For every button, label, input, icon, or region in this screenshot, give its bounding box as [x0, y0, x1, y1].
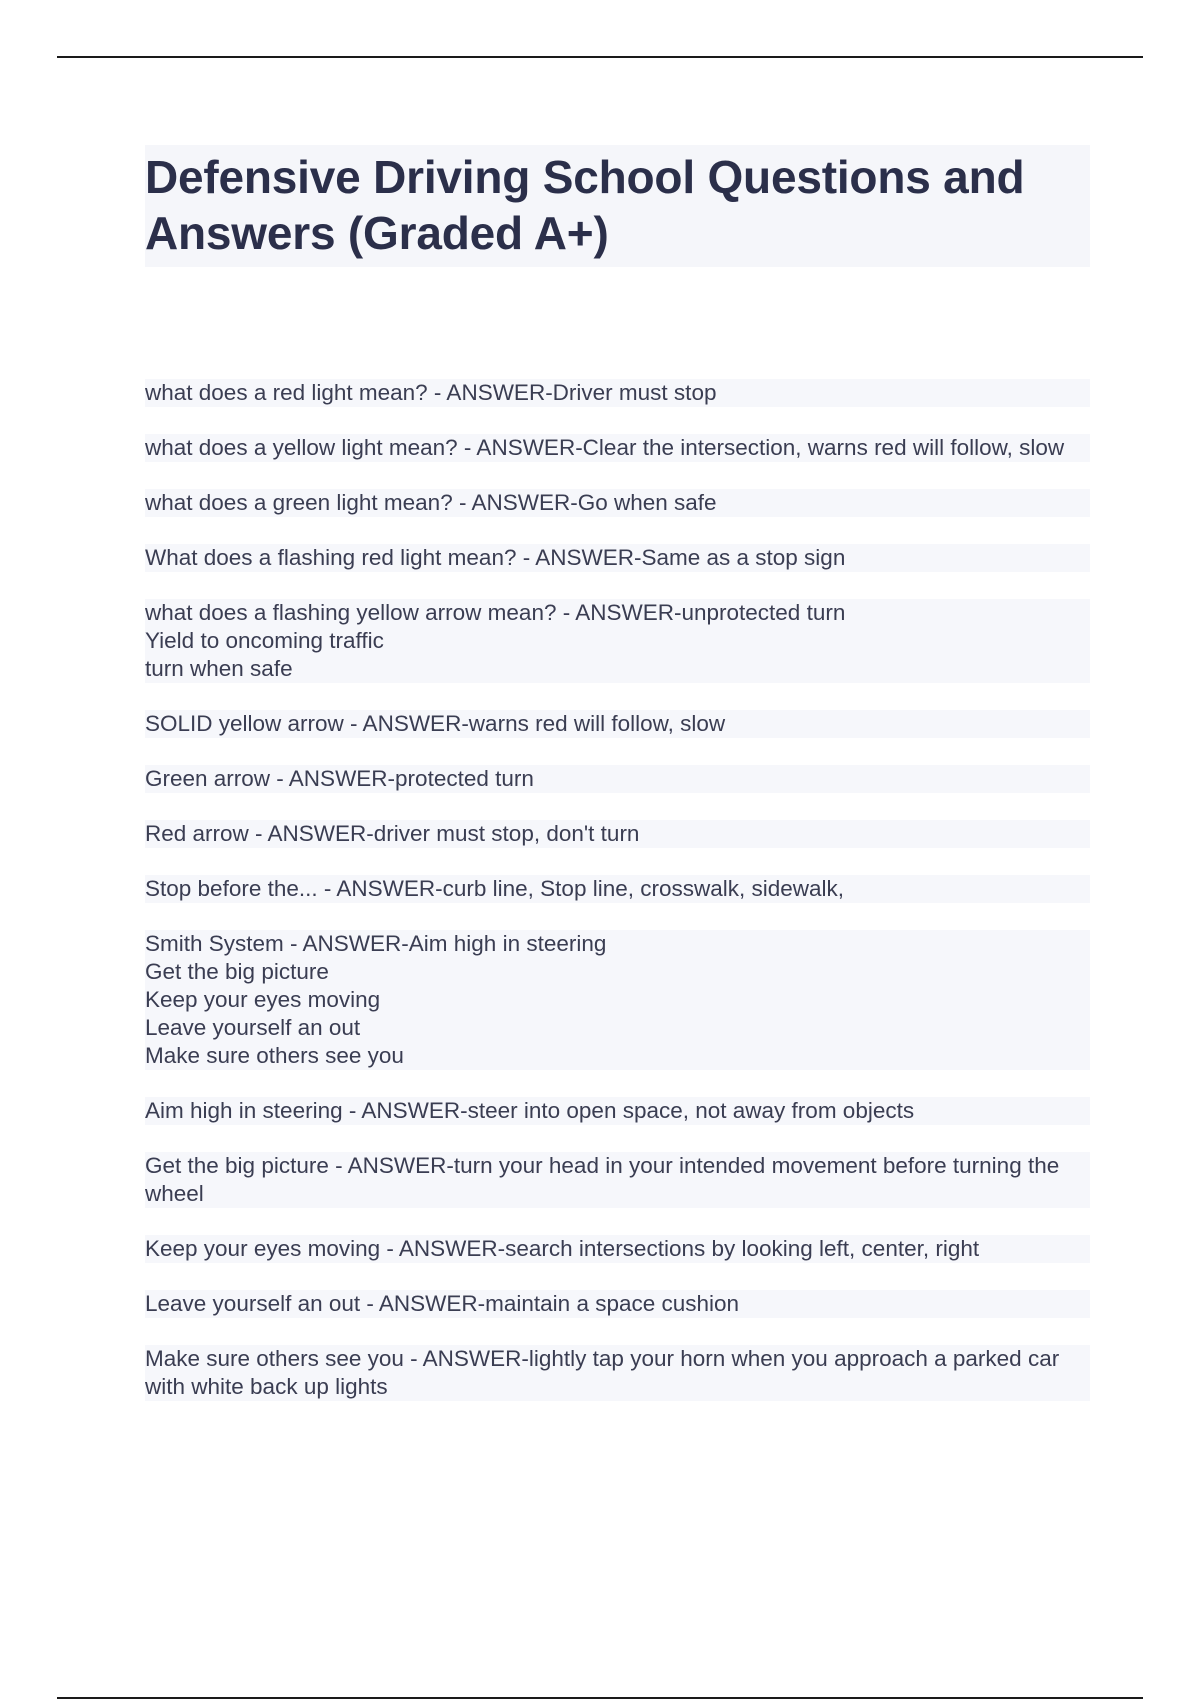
qa-item [145, 434, 1090, 462]
qa-item [145, 710, 1090, 738]
qa-line: Stop before the... - ANSWER-curb line, Stop line, crosswalk, sidewalk, [145, 875, 1090, 903]
qa-line: Get the big picture [145, 958, 1090, 986]
qa-line: Keep your eyes moving [145, 986, 1090, 1014]
qa-item [145, 489, 1090, 517]
qa-line: Leave yourself an out - ANSWER-maintain a space cushion [145, 1290, 1090, 1318]
qa-line: Make sure others see you - ANSWER-lightly tap your horn when you approach a parked car with white back up lights [145, 1345, 1090, 1401]
qa-line: Smith System - ANSWER-Aim high in steering [145, 930, 1090, 958]
qa-item [145, 379, 1090, 407]
qa-line: Green arrow - ANSWER-protected turn [145, 765, 1090, 793]
qa-line: Yield to oncoming traffic [145, 627, 1090, 655]
bottom-rule [57, 1697, 1143, 1699]
qa-line: SOLID yellow arrow - ANSWER-warns red will follow, slow [145, 710, 1090, 738]
qa-item [145, 1235, 1090, 1263]
qa-item [145, 765, 1090, 793]
qa-item [145, 544, 1090, 572]
qa-line: Make sure others see you [145, 1042, 1090, 1070]
top-rule [57, 56, 1143, 58]
title-block [145, 145, 1090, 267]
qa-item [145, 599, 1090, 683]
qa-line: what does a red light mean? - ANSWER-Driver must stop [145, 379, 1090, 407]
qa-line: Aim high in steering - ANSWER-steer into open space, not away from objects [145, 1097, 1090, 1125]
qa-line: Red arrow - ANSWER-driver must stop, don't turn [145, 820, 1090, 848]
qa-line: what does a flashing yellow arrow mean? - ANSWER-unprotected turn [145, 599, 1090, 627]
qa-line: what does a green light mean? - ANSWER-Go when safe [145, 489, 1090, 517]
qa-item [145, 1152, 1090, 1208]
qa-line: turn when safe [145, 655, 1090, 683]
qa-item [145, 1097, 1090, 1125]
qa-list [145, 379, 1090, 1401]
qa-line: Leave yourself an out [145, 1014, 1090, 1042]
qa-line: Keep your eyes moving - ANSWER-search intersections by looking left, center, right [145, 1235, 1090, 1263]
document-body [145, 145, 1090, 1428]
qa-line: Get the big picture - ANSWER-turn your head in your intended movement before turning the wheel [145, 1152, 1090, 1208]
qa-line: What does a flashing red light mean? - ANSWER-Same as a stop sign [145, 544, 1090, 572]
qa-item [145, 930, 1090, 1070]
qa-line: what does a yellow light mean? - ANSWER-Clear the intersection, warns red will follow, slow [145, 434, 1090, 462]
document-title: Defensive Driving School Questions and Answers (Graded A+) [145, 151, 1025, 259]
qa-item [145, 820, 1090, 848]
qa-item [145, 875, 1090, 903]
qa-item [145, 1290, 1090, 1318]
qa-item [145, 1345, 1090, 1401]
